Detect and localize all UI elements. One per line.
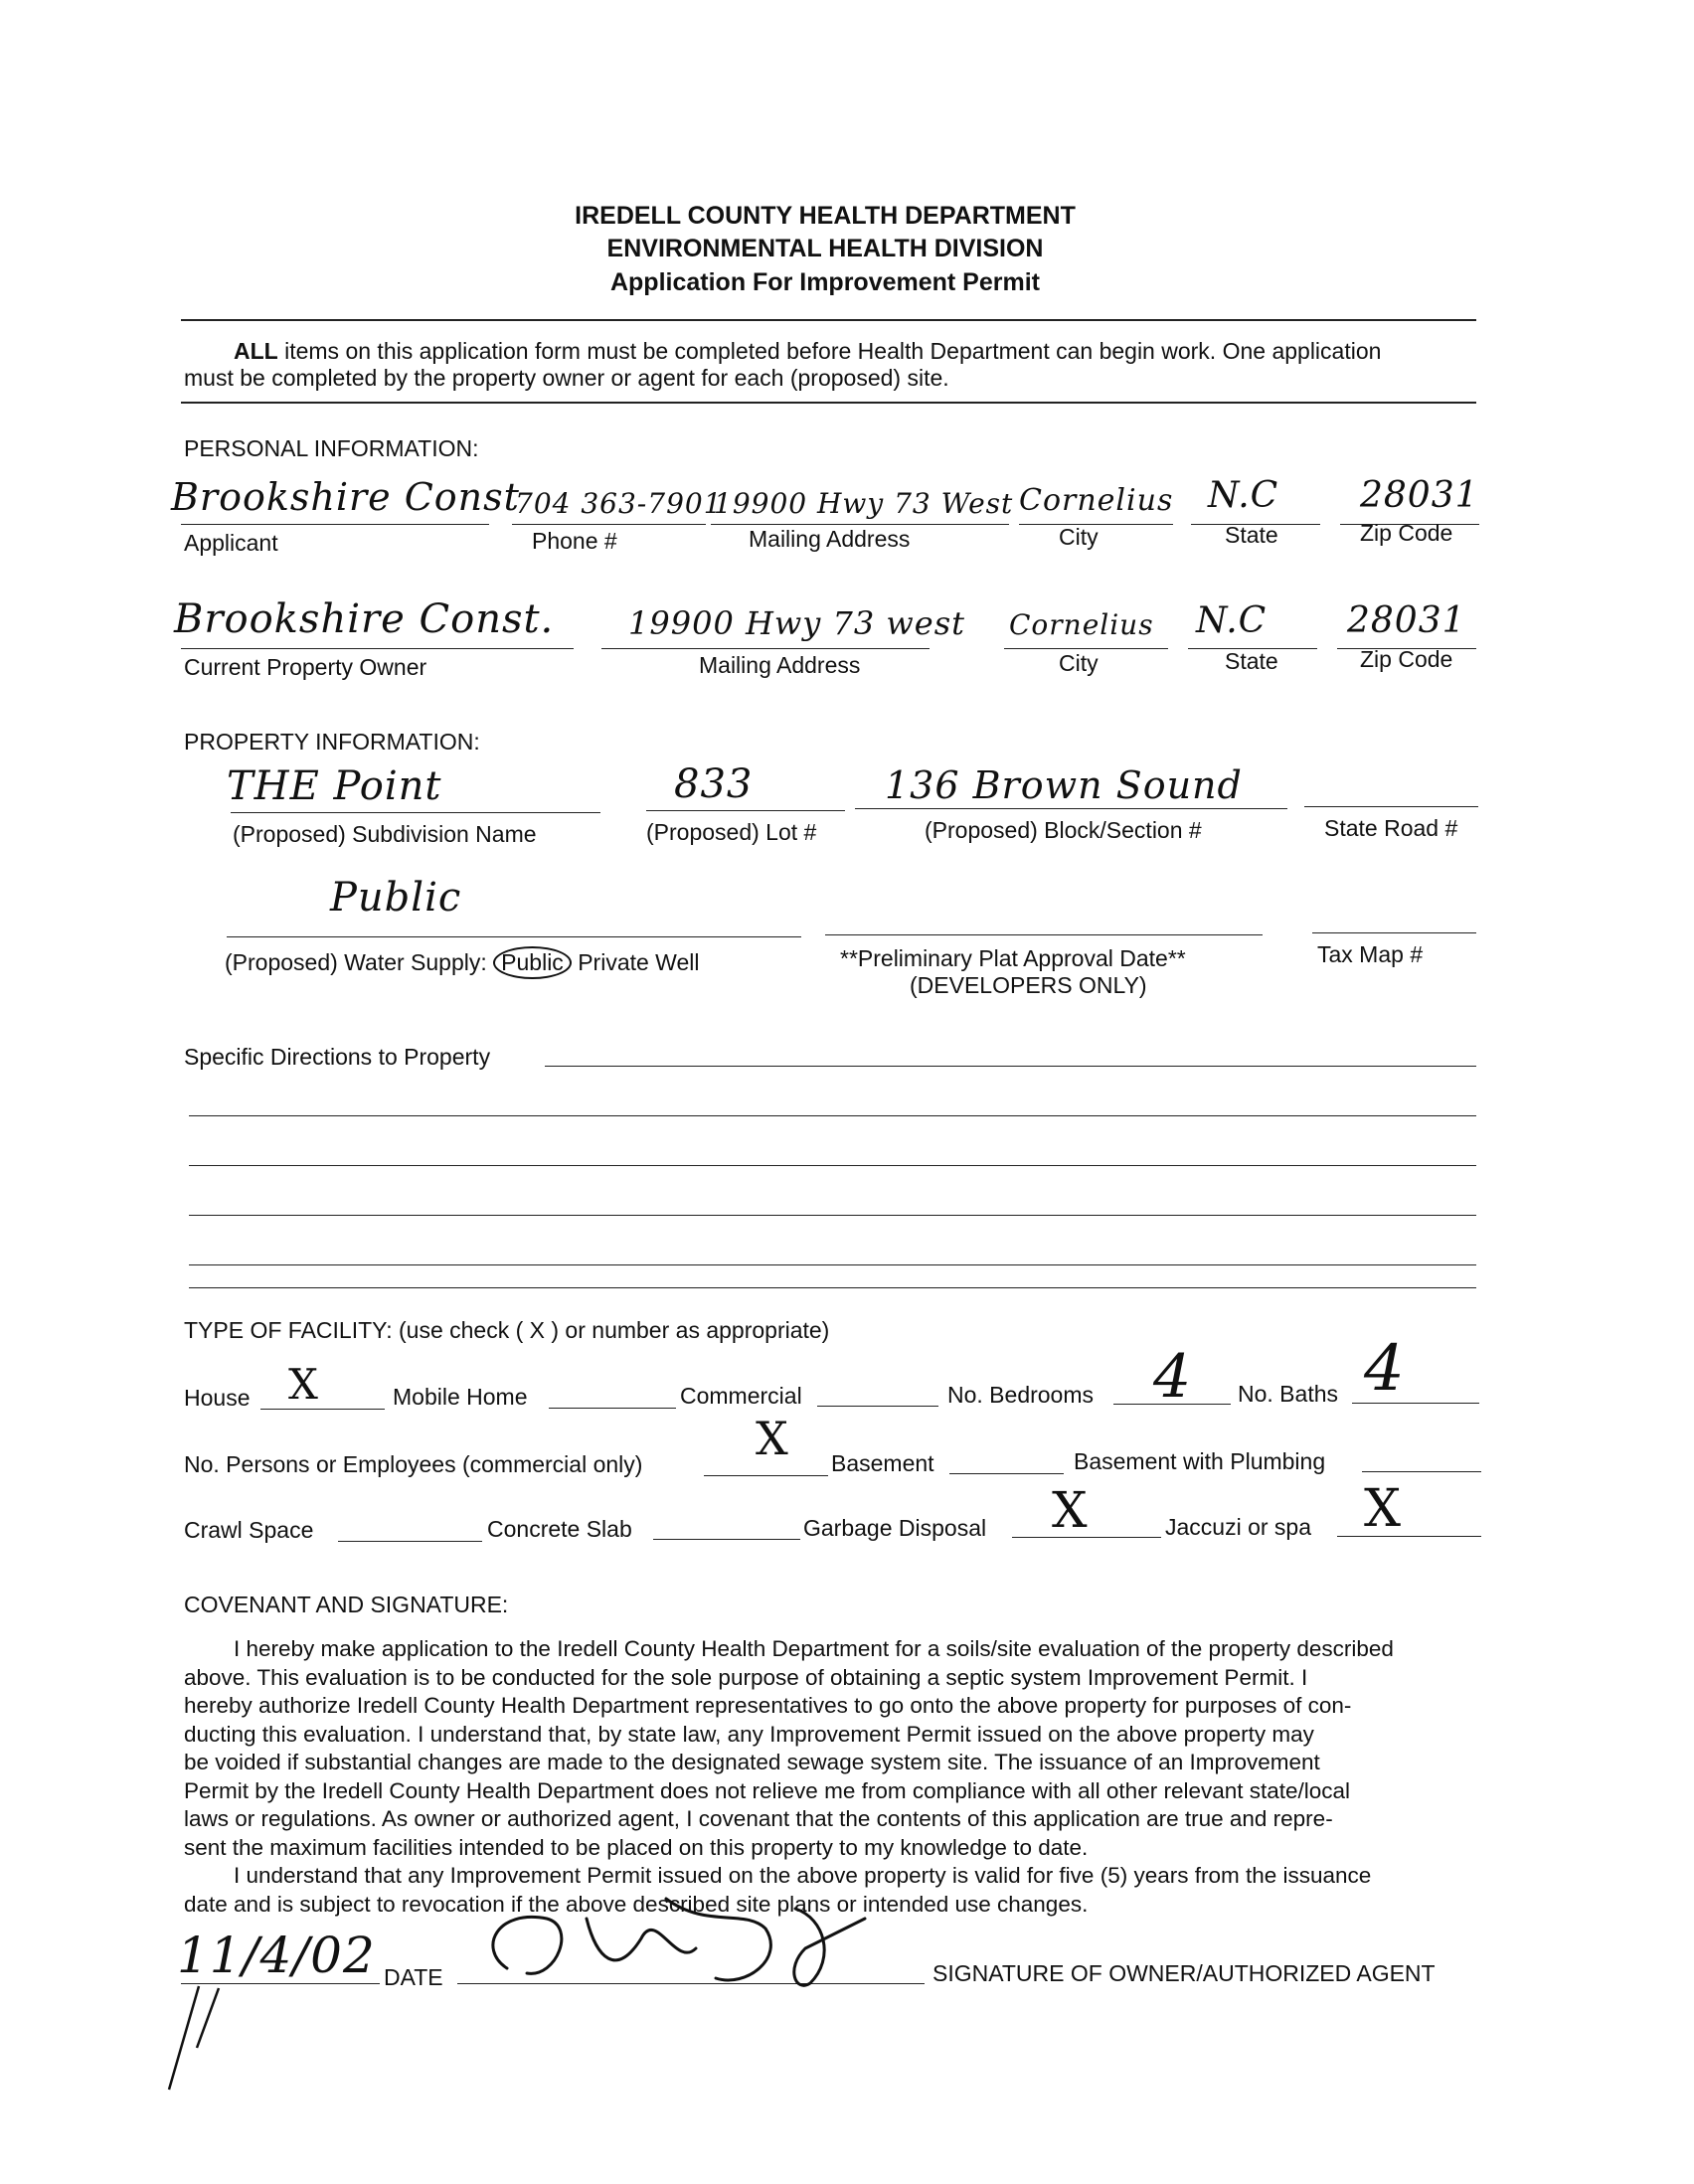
applicant-zip-value[interactable]: 28031 bbox=[1360, 475, 1479, 516]
directions-line-1[interactable] bbox=[545, 1066, 1476, 1067]
date-label: DATE bbox=[384, 1964, 443, 1990]
crawl-space-label: Crawl Space bbox=[184, 1517, 314, 1543]
directions-line-2[interactable] bbox=[189, 1115, 1476, 1116]
subdivision-value[interactable]: THE Point bbox=[227, 763, 442, 809]
mobile-home-label: Mobile Home bbox=[393, 1384, 528, 1410]
owner-address-value[interactable]: 19900 Hwy 73 west bbox=[628, 604, 966, 642]
plat-approval-label: **Preliminary Plat Approval Date** bbox=[840, 945, 1186, 971]
subdivision-label: (Proposed) Subdivision Name bbox=[233, 821, 537, 847]
applicant-address-value[interactable]: 19900 Hwy 73 West bbox=[714, 487, 1014, 520]
bedrooms-label: No. Bedrooms bbox=[947, 1382, 1095, 1408]
covenant-p2-line-1: I understand that any Improvement Permit issued on the above property is valid for five (5) years from the issuance bbox=[234, 1863, 1372, 1888]
block-underline bbox=[855, 808, 1287, 809]
applicant-city-value[interactable]: Cornelius bbox=[1019, 483, 1174, 518]
directions-line-6[interactable] bbox=[189, 1287, 1476, 1288]
concrete-slab-field[interactable] bbox=[653, 1539, 800, 1540]
plat-underline bbox=[825, 934, 1263, 935]
jaccuzi-label: Jaccuzi or spa bbox=[1165, 1514, 1312, 1540]
water-underline bbox=[227, 936, 801, 937]
covenant-p1-line-4: ducting this evaluation. I understand that, by state law, any Improvement Permit issued on the above property may bbox=[184, 1721, 1314, 1747]
covenant-p1-line-7: laws or regulations. As owner or authorized agent, I covenant that the contents of this application are true and repre- bbox=[184, 1806, 1333, 1831]
basement-field[interactable] bbox=[949, 1473, 1064, 1474]
owner-zip-label: Zip Code bbox=[1360, 646, 1453, 672]
water-supply-value[interactable]: Public bbox=[330, 875, 462, 921]
owner-city-value[interactable]: Cornelius bbox=[1009, 608, 1154, 641]
commercial-label: Commercial bbox=[680, 1383, 802, 1409]
house-check: X bbox=[288, 1360, 319, 1409]
applicant-phone-value[interactable]: 704 363-7901 bbox=[515, 487, 723, 520]
applicant-label: Applicant bbox=[184, 530, 278, 556]
covenant-p1-line-6: Permit by the Iredell County Health Department does not relieve me from compliance with all other relevant state/local bbox=[184, 1777, 1351, 1803]
date-value[interactable]: 11/4/02 bbox=[177, 1927, 376, 1984]
garbage-disposal-check: X bbox=[1052, 1481, 1089, 1539]
block-value[interactable]: 136 Brown Sound bbox=[885, 763, 1243, 807]
subdivision-underline bbox=[231, 812, 600, 813]
owner-state-label: State bbox=[1225, 648, 1278, 674]
applicant-underline bbox=[181, 524, 489, 525]
signature-image bbox=[467, 1879, 885, 1998]
division-title: ENVIRONMENTAL HEALTH DIVISION bbox=[606, 235, 1044, 262]
applicant-name-value[interactable]: Brookshire Const bbox=[171, 475, 520, 519]
lot-underline bbox=[646, 810, 845, 811]
state-label: State bbox=[1225, 522, 1278, 548]
applicant-state-value[interactable]: N.C bbox=[1208, 475, 1279, 516]
water-public-option[interactable] bbox=[493, 946, 572, 979]
owner-address-underline bbox=[601, 648, 930, 649]
water-public-text: Public bbox=[501, 949, 564, 975]
form-title: Application For Improvement Permit bbox=[609, 268, 1040, 296]
covenant-p1-line-5: be voided if substantial changes are made to the designated sewage system site. The issuance of an Improvement bbox=[184, 1750, 1320, 1774]
owner-city-underline bbox=[1004, 648, 1168, 649]
city-label: City bbox=[1059, 524, 1099, 550]
tax-map-underline bbox=[1312, 932, 1476, 933]
date-slash-marks bbox=[159, 1978, 239, 2098]
phone-label: Phone # bbox=[532, 528, 617, 554]
intro-bold: ALL bbox=[234, 338, 278, 364]
water-supply-prefix: (Proposed) Water Supply: bbox=[225, 949, 487, 975]
covenant-p1-line-8: sent the maximum facilities intended to be placed on this property to my knowledge to date. bbox=[184, 1834, 1089, 1860]
dept-title: IREDELL COUNTY HEALTH DEPARTMENT bbox=[575, 202, 1076, 230]
date-underline bbox=[181, 1983, 380, 1984]
directions-line-4[interactable] bbox=[189, 1215, 1476, 1216]
lot-value[interactable]: 833 bbox=[674, 761, 754, 807]
signature-label: SIGNATURE OF OWNER/AUTHORIZED AGENT bbox=[932, 1960, 1436, 1986]
intro-line-2: must be completed by the property owner or agent for each (proposed) site. bbox=[184, 365, 949, 391]
basement-plumbing-label: Basement with Plumbing bbox=[1074, 1448, 1326, 1474]
intro-text: items on this application form must be completed before Health Department can begin work. One application bbox=[277, 338, 1382, 364]
lot-label: (Proposed) Lot # bbox=[646, 819, 817, 845]
directions-line-3[interactable] bbox=[189, 1165, 1476, 1166]
garbage-disposal-label: Garbage Disposal bbox=[803, 1515, 987, 1541]
persons-field[interactable] bbox=[704, 1475, 828, 1476]
jaccuzi-field[interactable] bbox=[1337, 1536, 1481, 1537]
basement-plumbing-field[interactable] bbox=[1362, 1471, 1481, 1472]
crawl-space-field[interactable] bbox=[338, 1541, 482, 1542]
mobile-home-field[interactable] bbox=[549, 1408, 676, 1409]
house-field[interactable] bbox=[260, 1409, 385, 1410]
covenant-heading: COVENANT AND SIGNATURE: bbox=[184, 1592, 509, 1617]
property-info-heading: PROPERTY INFORMATION: bbox=[184, 729, 480, 755]
owner-mailing-label: Mailing Address bbox=[699, 652, 861, 678]
intro-line-1 bbox=[234, 338, 1381, 365]
phone-underline bbox=[512, 524, 706, 525]
covenant-p2-line-2: date and is subject to revocation if the above described site plans or intended use changes. bbox=[184, 1891, 1089, 1917]
house-label: House bbox=[184, 1385, 251, 1411]
tax-map-label: Tax Map # bbox=[1317, 941, 1424, 967]
owner-zip-value[interactable]: 28031 bbox=[1347, 600, 1466, 641]
covenant-p1-line-2: above. This evaluation is to be conducted for the sole purpose of obtaining a septic system Improvement Permit. I bbox=[184, 1664, 1308, 1690]
commercial-field[interactable] bbox=[817, 1406, 938, 1407]
water-private-option[interactable]: Private Well bbox=[578, 949, 700, 975]
covenant-p1-line-3: hereby authorize Iredell County Health Department representatives to go onto the above property for purposes of con- bbox=[184, 1693, 1352, 1718]
persons-check: X bbox=[756, 1412, 789, 1465]
state-road-label: State Road # bbox=[1324, 815, 1458, 841]
zip-label: Zip Code bbox=[1360, 520, 1453, 546]
personal-info-heading: PERSONAL INFORMATION: bbox=[184, 435, 479, 461]
basement-label: Basement bbox=[831, 1450, 934, 1476]
owner-label: Current Property Owner bbox=[184, 654, 427, 680]
bedrooms-value: 4 bbox=[1153, 1342, 1193, 1412]
directions-label: Specific Directions to Property bbox=[184, 1044, 491, 1070]
owner-underline bbox=[181, 648, 574, 649]
covenant-paragraph-1 bbox=[184, 1635, 1481, 1919]
concrete-slab-label: Concrete Slab bbox=[487, 1516, 632, 1542]
baths-value: 4 bbox=[1364, 1332, 1406, 1406]
block-label: (Proposed) Block/Section # bbox=[925, 817, 1202, 843]
facility-heading: TYPE OF FACILITY: (use check ( X ) or number as appropriate) bbox=[184, 1317, 830, 1343]
intro-rule bbox=[181, 402, 1476, 404]
jaccuzi-check: X bbox=[1364, 1479, 1403, 1539]
address-underline bbox=[711, 524, 1009, 525]
owner-state-value[interactable]: N.C bbox=[1196, 600, 1268, 641]
owner-city-label: City bbox=[1059, 650, 1099, 676]
water-supply-label bbox=[225, 946, 699, 979]
developers-only-label: (DEVELOPERS ONLY) bbox=[910, 972, 1147, 998]
directions-line-5[interactable] bbox=[189, 1264, 1476, 1265]
state-road-underline bbox=[1304, 806, 1478, 807]
top-rule bbox=[181, 319, 1476, 321]
covenant-p1-line-1: I hereby make application to the Iredell County Health Department for a soils/site evaluation of the property described bbox=[234, 1636, 1394, 1661]
owner-name-value[interactable]: Brookshire Const. bbox=[174, 596, 555, 642]
baths-label: No. Baths bbox=[1238, 1381, 1338, 1407]
mailing-address-label: Mailing Address bbox=[749, 526, 911, 552]
persons-label: No. Persons or Employees (commercial only) bbox=[184, 1451, 643, 1477]
